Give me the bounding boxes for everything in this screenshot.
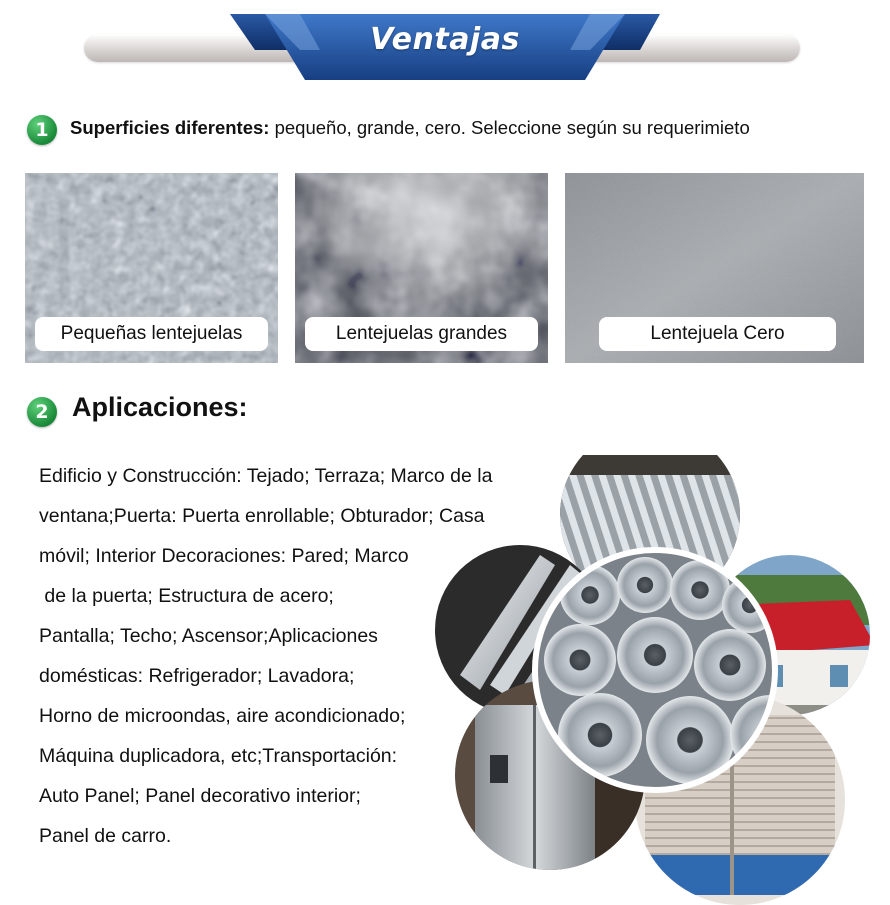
section-1-heading-rest: pequeño, grande, cero. Seleccione según su requerimieto bbox=[269, 117, 750, 138]
surface-label-zero: Lentejuela Cero bbox=[599, 317, 836, 351]
applications-line: domésticas: Refrigerador; Lavadora; bbox=[39, 665, 355, 687]
applications-line: móvil; Interior Decoraciones: Pared; Marco bbox=[39, 545, 409, 567]
applications-line: Auto Panel; Panel decorativo interior; bbox=[39, 785, 361, 807]
surface-panel-small bbox=[25, 173, 278, 363]
collage-svg bbox=[430, 455, 890, 905]
surface-panel-large bbox=[295, 173, 548, 363]
applications-line: Pantalla; Techo; Ascensor;Aplicaciones bbox=[39, 625, 378, 647]
banner bbox=[0, 0, 890, 90]
applications-line: de la puerta; Estructura de acero; bbox=[39, 585, 334, 607]
surface-label-small: Pequeñas lentejuelas bbox=[35, 317, 268, 351]
applications-collage bbox=[430, 455, 890, 905]
applications-line: Edificio y Construcción: Tejado; Terraza; Marco de la bbox=[39, 465, 493, 487]
applications-line: ventana;Puerta: Puerta enrollable; Obturador; Casa bbox=[39, 505, 485, 527]
section-2-title: Aplicaciones: bbox=[72, 392, 248, 422]
section-2-badge: 2 bbox=[27, 397, 57, 427]
banner-title: Ventajas bbox=[370, 22, 520, 57]
surface-label-large: Lentejuelas grandes bbox=[305, 317, 538, 351]
surface-panel-zero bbox=[565, 173, 864, 363]
section-1-heading bbox=[70, 117, 750, 139]
applications-line: Horno de microondas, aire acondicionado; bbox=[39, 705, 406, 727]
applications-line: Máquina duplicadora, etc;Transportación: bbox=[39, 745, 398, 767]
section-1-heading-bold: Superficies diferentes: bbox=[70, 117, 270, 138]
applications-line: Panel de carro. bbox=[39, 825, 172, 847]
section-1-badge: 1 bbox=[27, 115, 57, 145]
